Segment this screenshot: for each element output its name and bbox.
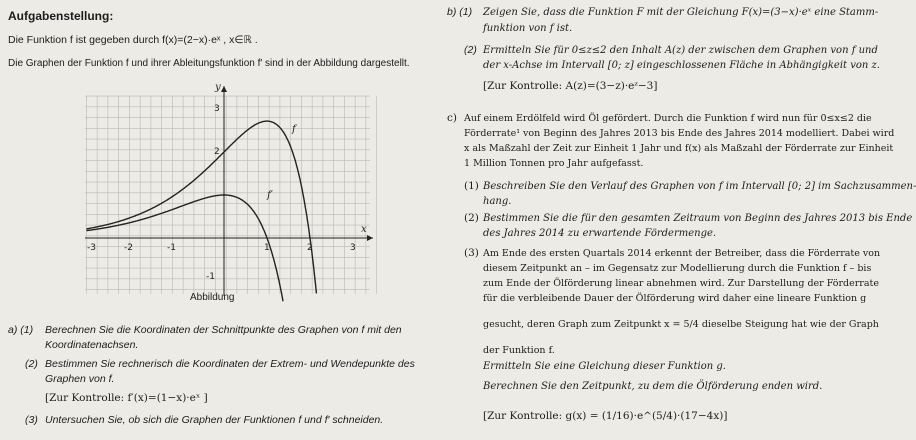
task-c3-text: zum Ende der Ölförderung linear abnehmen wird. Zur Darstellung der Förderrate (483, 278, 879, 289)
task-b2-text: Ermitteln Sie für 0≤z≤2 den Inhalt A(z) der zwischen dem Graphen von f und (483, 45, 878, 56)
task-c3-text: der Funktion f. (483, 345, 555, 356)
task-c-text: 1 Million Tonnen pro Jahr aufgefasst. (464, 158, 644, 169)
page-heading: Aufgabenstellung: (8, 9, 114, 23)
task-a2-label: (2) (25, 358, 38, 370)
task-c3-text: Berechnen Sie den Zeitpunkt, zu dem die Ölförderung enden wird. (483, 381, 823, 392)
y-tick-label: 2 (214, 147, 220, 157)
task-a3-text: Untersuchen Sie, ob sich die Graphen der Funktionen f und f′ schneiden. (45, 414, 384, 426)
y-tick-label: -1 (206, 272, 215, 282)
x-axis-label: x (361, 224, 367, 235)
x-tick-label: 3 (350, 243, 356, 253)
task-a1-text: Koordinatenachsen. (45, 339, 139, 351)
function-graph (85, 84, 375, 296)
task-c-text: Förderrate¹ von Beginn des Jahres 2013 bis Ende des Jahres 2014 modelliert. Dabei wird (464, 128, 895, 139)
task-a1-label: a) (1) (8, 324, 34, 336)
task-c3-label: (3) (464, 247, 479, 259)
task-c1-label: (1) (464, 180, 479, 192)
task-c3-text: für die verbleibende Dauer der Ölförderung wird daher eine lineare Funktion g (483, 293, 867, 304)
x-tick-label: 1 (264, 243, 270, 253)
function-definition: Die Funktion f ist gegeben durch f(x)=(2−x)·eˣ , x∈ℝ . (8, 34, 258, 46)
curve-f-prime-label: f′ (267, 190, 273, 201)
task-a2-text: Bestimmen Sie rechnerisch die Koordinaten der Extrem- und Wendepunkte des (45, 358, 415, 370)
task-a3-label: (3) (25, 414, 38, 426)
x-tick-label: 2 (307, 243, 313, 253)
curve-f-prime (86, 195, 283, 301)
task-b2-control: [Zur Kontrolle: A(z)=(3−z)·eᶻ−3] (483, 80, 658, 92)
curve-f (86, 121, 316, 293)
figure-caption: Abbildung (190, 292, 235, 303)
y-axis-label: y (215, 82, 221, 93)
task-c-text: Auf einem Erdölfeld wird Öl gefördert. Durch die Funktion f wird nun für 0≤x≤2 die (464, 113, 872, 124)
task-b1-label: b) (1) (447, 6, 473, 18)
task-b2-label: (2) (464, 44, 477, 56)
task-b1-text: funktion von f ist. (483, 23, 573, 34)
task-c-label: c) (447, 112, 457, 124)
y-axis-arrow (221, 86, 227, 92)
task-c3-text: Am Ende des ersten Quartals 2014 erkennt der Betreiber, dass die Förderrate von (483, 248, 881, 259)
task-c3-text: Ermitteln Sie eine Gleichung dieser Funktion g. (483, 361, 726, 372)
task-c1-text: Beschreiben Sie den Verlauf des Graphen von f im Intervall [0; 2] im Sachzusammen- (483, 181, 916, 192)
x-tick-label: -2 (124, 243, 133, 253)
graphs-note: Die Graphen der Funktion f und ihrer Ableitungsfunktion f′ sind in der Abbildung dargestellt. (8, 58, 410, 69)
x-tick-label: -3 (87, 243, 96, 253)
task-c-text: x als Maßzahl der Zeit zur Einheit 1 Jahr und f(x) als Maßzahl der Förderrate zur Einheit (464, 143, 894, 154)
task-c3-text: diesem Zeitpunkt an – im Gegensatz zur Modellierung durch die Funktion f – bis (483, 263, 872, 274)
task-b2-text: der x-Achse im Intervall [0; z] eingeschlossenen Fläche in Abhängigkeit von z. (483, 60, 880, 71)
x-tick-label: -1 (167, 243, 176, 253)
task-c3-control: [Zur Kontrolle: g(x) = (1/16)·e^(5/4)·(17−4x)] (483, 410, 728, 422)
task-c3-text: gesucht, deren Graph zum Zeitpunkt x = 5/4 dieselbe Steigung hat wie der Graph (483, 319, 879, 330)
task-c2-label: (2) (464, 212, 479, 224)
task-c1-text: hang. (483, 196, 512, 207)
task-a1-text: Berechnen Sie die Koordinaten der Schnittpunkte des Graphen von f mit den (45, 324, 402, 336)
task-b1-text: Zeigen Sie, dass die Funktion F mit der Gleichung F(x)=(3−x)·eˣ eine Stamm- (483, 7, 879, 18)
curve-f-label: f (292, 124, 296, 135)
task-c2-text: Bestimmen Sie die für den gesamten Zeitraum von Beginn des Jahres 2013 bis Ende (483, 213, 913, 224)
task-a2-text: Graphen von f. (45, 373, 115, 385)
task-c2-text: des Jahres 2014 zu erwartende Fördermenge. (483, 228, 717, 239)
task-a2-control: [Zur Kontrolle: f′(x)=(1−x)·eˣ ] (45, 392, 208, 404)
y-tick-label: 3 (214, 104, 220, 114)
